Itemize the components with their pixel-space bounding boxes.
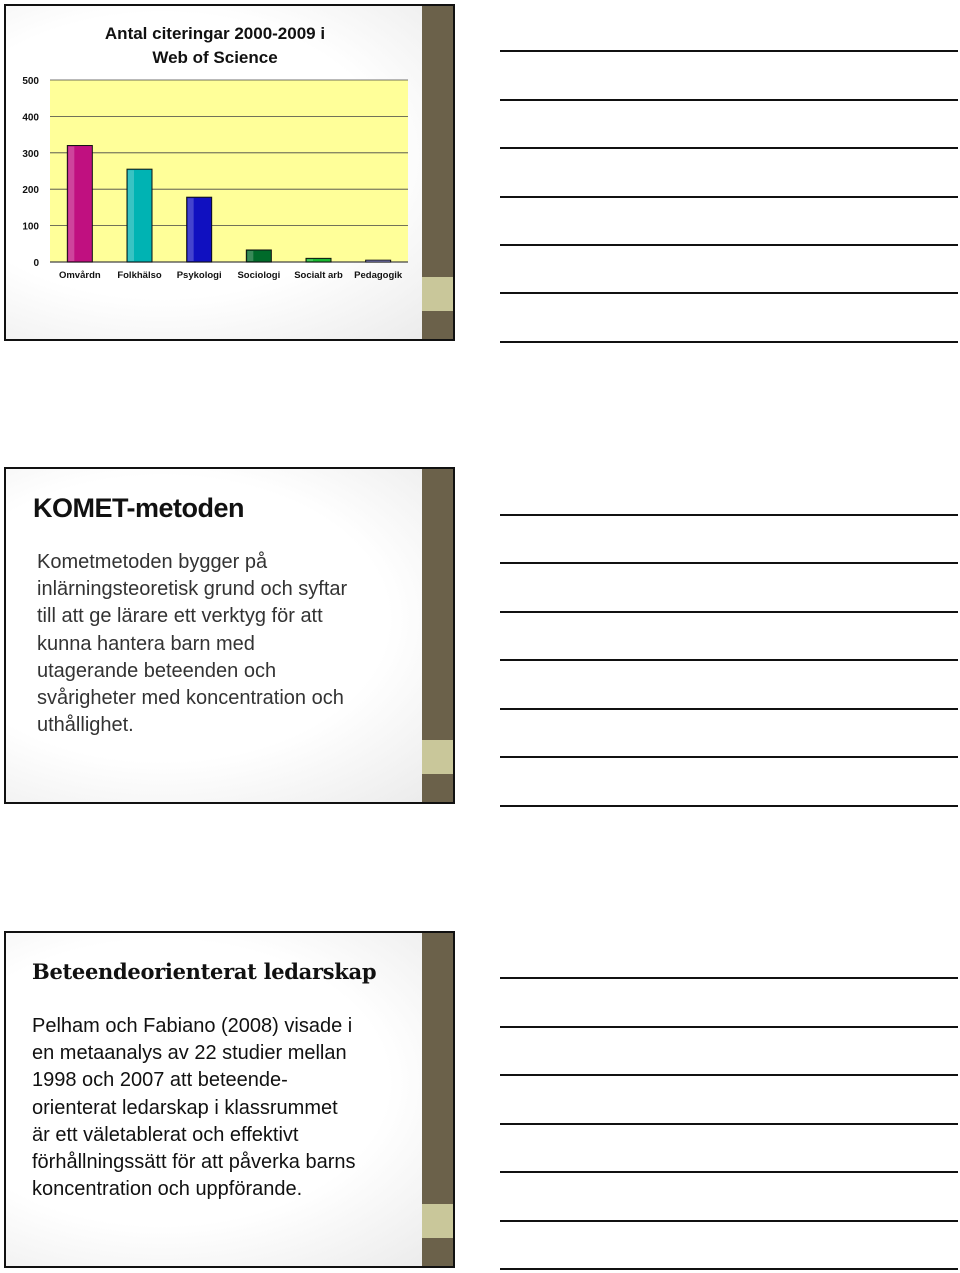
slide-2 <box>4 467 455 804</box>
note-line <box>500 756 958 758</box>
bar-highlight <box>128 170 134 261</box>
note-line <box>500 196 958 198</box>
x-tick-label: Sociologi <box>237 270 281 281</box>
note-line <box>500 1123 958 1125</box>
note-line <box>500 514 958 516</box>
bar-highlight <box>247 251 253 261</box>
slide-body-text: Kometmetoden bygger på inlärningsteoretisk grund och syftar till att ge lärare ett verktyg för att kunna hantera barn med utagerande beteenden och svårigheter med koncentration och uthållighet. <box>37 551 348 737</box>
x-tick-label: Omvårdn <box>58 270 101 281</box>
plot-area <box>50 80 408 262</box>
slide-heading: KOMET-metoden <box>33 493 245 523</box>
note-line <box>500 977 958 979</box>
slide-3 <box>4 931 455 1268</box>
y-tick-label: 200 <box>22 185 39 197</box>
x-tick-label: Socialt arb <box>294 270 343 281</box>
bar-chart <box>6 6 426 296</box>
bar-highlight <box>188 198 194 261</box>
y-tick-label: 0 <box>33 258 39 269</box>
note-line <box>500 562 958 564</box>
note-line <box>500 147 958 149</box>
note-line <box>500 1268 958 1270</box>
note-line <box>500 659 958 661</box>
slide-body-text: Pelham och Fabiano (2008) visade i en metaanalys av 22 studier mellan 1998 och 2007 att beteende- orienterat ledarskap i klassrummet är ett väletablerat och effektivt förhållningssätt för att påverka barns koncentration och uppförande. <box>32 1015 356 1201</box>
note-line <box>500 1220 958 1222</box>
note-line <box>500 292 958 294</box>
y-tick-label: 100 <box>22 221 39 233</box>
note-line <box>500 341 958 343</box>
note-line <box>500 611 958 613</box>
slide-side-bar <box>422 469 453 802</box>
y-tick-label: 300 <box>22 148 39 160</box>
y-tick-label: 500 <box>22 76 39 87</box>
note-line <box>500 1074 958 1076</box>
bar <box>366 260 391 262</box>
slide-side-bar-accent <box>422 740 453 774</box>
note-line <box>500 805 958 807</box>
note-line <box>500 1171 958 1173</box>
x-tick-label: Folkhälso <box>117 270 162 281</box>
bar-highlight <box>68 147 74 261</box>
y-tick-label: 400 <box>22 112 39 124</box>
note-line <box>500 50 958 52</box>
x-tick-label: Pedagogik <box>354 270 403 281</box>
x-tick-label: Psykologi <box>176 270 222 281</box>
slide-side-bar <box>422 6 453 339</box>
bar-highlight <box>307 259 313 261</box>
slide-side-bar-accent <box>422 1204 453 1238</box>
slide-1 <box>4 4 455 341</box>
note-line <box>500 99 958 101</box>
slide-side-bar <box>422 933 453 1266</box>
note-line <box>500 708 958 710</box>
slide-heading: Beteendeorienterat ledarskap <box>32 959 377 984</box>
chart-title: Antal citeringar 2000-2009 i Web of Science <box>104 24 326 67</box>
slide-side-bar-accent <box>422 277 453 311</box>
note-line <box>500 1026 958 1028</box>
note-line <box>500 244 958 246</box>
